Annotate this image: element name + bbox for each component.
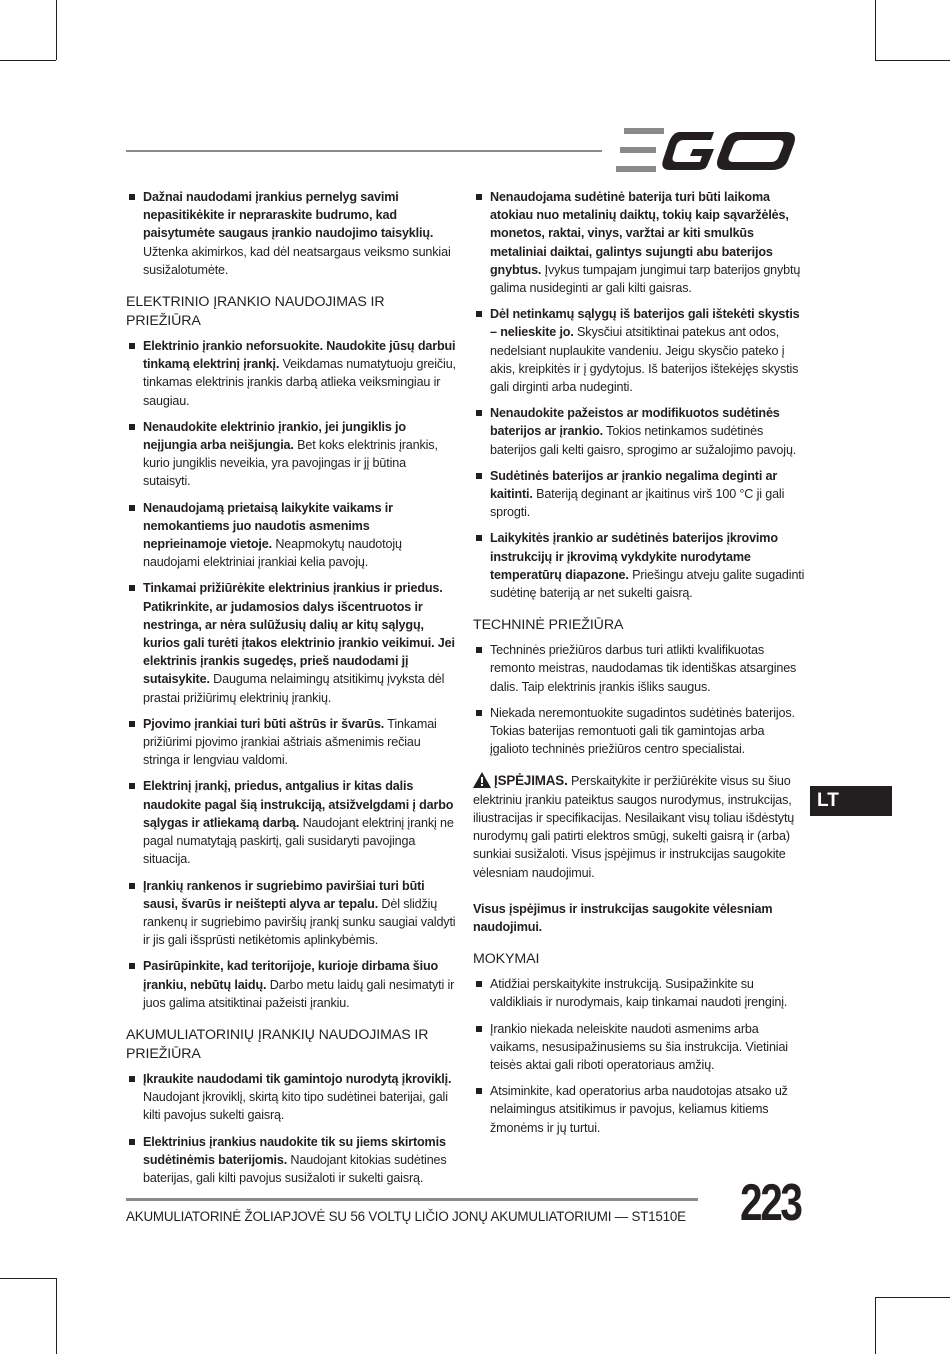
warning-label: ĮSPĖJIMAS. xyxy=(494,773,568,789)
bullet-item xyxy=(473,704,805,759)
bullet-item xyxy=(473,404,805,459)
bullet-text: Atidžiai perskaitykite instrukciją. Susipažinkite su valdikliais ir nurodymais, kaip tinkamai naudoti įrenginį. xyxy=(490,977,788,1010)
bullet-bold-text: Elektrinį įrankį, priedus, antgalius ir kitas dalis naudokite pagal šią instrukciją, atsižvelgdami į darbo sąlygas ir atliekamą darbą. xyxy=(143,779,454,830)
bullet-bold-text: Elektrinio įrankio neforsuokite. Naudokite jūsų darbui tinkamą elektrinį įrankį. xyxy=(143,339,456,372)
bullet-bold-text: Įrankių rankenos ir sugriebimo paviršiai turi būti sausi, švarūs ir neištepti alyva ar tepalu. xyxy=(143,878,425,911)
bullet-bold-text: Elektrinius įrankius naudokite tik su jiems skirtomis sudėtinėmis baterijomis. xyxy=(143,1134,446,1167)
bullet-square-icon xyxy=(476,410,482,416)
crop-mark xyxy=(0,1278,56,1279)
warning-triangle-icon xyxy=(473,772,491,788)
footer-title: AKUMULIATORINĖ ŽOLIAPJOVĖ SU 56 VOLTŲ LIČIO JONŲ AKUMULIATORIUMI — ST1510E xyxy=(126,1209,686,1224)
training-bullet-list xyxy=(473,975,805,1137)
section-heading-training: MOKYMAI xyxy=(473,951,540,968)
section-heading-service: TECHNINĖ PRIEŽIŪRA xyxy=(473,617,624,634)
bullet-text: Naudojant įkroviklį, skirtą kito tipo sudėtinei baterijai, gali kilti pavojus sukelti gaisrą. xyxy=(143,1090,448,1123)
page-number: 223 xyxy=(740,1174,801,1232)
bullet-text: Techninės priežiūros darbus turi atlikti kvalifikuotas remonto meistras, naudodamas tik identiškas atsargines dalis. Taip elektrinis įrankis išliks saugus. xyxy=(490,643,797,694)
bullet-item xyxy=(126,337,456,410)
bullet-text: Neapmokytų naudotojų naudojami elektriniai įrankiai kelia pavojų. xyxy=(143,537,402,570)
bullet-text: Įrankio niekada neleiskite naudoti asmenims arba vaikams, nesusipažinusiems su šia instrukcija. Vietiniai teisės aktai gali riboti operatoriaus amžių. xyxy=(490,1021,788,1072)
bullet-text: Tokios netinkamos sudėtinės baterijos gali kelti gaisro, sprogimo ar sužalojimo pavojų. xyxy=(490,424,797,457)
bullet-text: Skysčiui atsitiktinai patekus ant odos, nedelsiant nuplaukite vandeniu. Jeigu skysčio pateko į akis, kreipkitės ir į gydytojus. Iš baterijos ištekėjęs skystis gali dirginti arba nudeginti. xyxy=(490,325,799,395)
bullet-square-icon xyxy=(476,535,482,541)
bullet-bold-text: Nenaudokite pažeistos ar modifikuotos sudėtinės baterijos ar įrankio. xyxy=(490,406,780,439)
battery-tools-bullet-list xyxy=(126,1070,456,1187)
bullet-item xyxy=(126,499,456,572)
footer-rule xyxy=(126,1198,698,1201)
language-tab: LT xyxy=(810,786,892,816)
bullet-text: Užtenka akimirkos, kad dėl neatsargaus veiksmo sunkiai susižalotumėte. xyxy=(143,244,451,277)
bullet-square-icon xyxy=(129,963,135,969)
bullet-item xyxy=(126,1070,456,1125)
header-rule xyxy=(126,150,602,152)
bullet-square-icon xyxy=(476,1088,482,1094)
bullet-square-icon xyxy=(476,647,482,653)
crop-mark xyxy=(56,0,57,60)
bullet-square-icon xyxy=(129,424,135,430)
bullet-bold-text: Laikykitės įrankio ar sudėtinės baterijos įkrovimo instrukcijų ir įkrovimą vykdykite nurodytame temperatūrų diapazone. xyxy=(490,531,778,582)
bullet-bold-text: Pasirūpinkite, kad teritorijoje, kurioje dirbama šiuo įrankiu, nebūtų laidų. xyxy=(143,959,439,992)
bullet-bold-text: Nenaudokite elektrinio įrankio, jei jungiklis jo neįjungia arba neišjungia. xyxy=(143,419,406,453)
bullet-text: Naudojant kitokias sudėtines baterijas, gali kilti pavojus susižaloti ir sukelti gaisrą. xyxy=(143,1152,447,1185)
crop-mark xyxy=(56,1278,57,1354)
bullet-text: Niekada neremontuokite sugadintos sudėtinės baterijos. Tokias baterijas remontuoti gali tik gamintojas arba įgalioto techninės priežiūros centro specialistai. xyxy=(490,705,795,757)
bullet-text: Priešingu atveju galite sugadinti sudėtinę bateriją ar net sukelti gaisrą. xyxy=(490,567,805,601)
crop-mark xyxy=(0,60,56,61)
section-heading-tool-use: ELEKTRINIO ĮRANKIO NAUDOJIMAS IR PRIEŽIŪRA xyxy=(126,294,385,330)
bullet-item xyxy=(126,715,456,770)
bullet-text: Atsiminkite, kad operatorius arba naudotojas atsako už nelaimingus atsitikimus ir pavojus, keliamus kitiems žmonėms ir jų turtui. xyxy=(490,1084,788,1135)
bullet-text: Bet koks elektrinis įrankis, kurio jungiklis neveikia, yra pavojingas ir jį būtina sutaisyti. xyxy=(143,438,438,489)
bullet-text: Dauguma nelaimingų atsitikimų įvyksta dėl prastai prižiūrimų elektrinių įrankių. xyxy=(143,672,445,705)
bullet-square-icon xyxy=(129,343,135,349)
bullet-item xyxy=(473,641,805,696)
warning-text: Perskaitykite ir peržiūrėkite visus su šiuo elektriniu įrankiu pateiktus saugos nurodymus, instrukcijas, iliustracijas ir specifikacijas. Nesilaikant visų toliau išdėstytų nurodymų gali patirti elektros smūgį, sukelti gaisrą ir (arba) sunkiai susižaloti. Visus įspėjimus ir instrukcijas saugokite vėlesniam naudojimui. xyxy=(473,774,795,880)
bullet-bold-text: Tinkamai prižiūrėkite elektrinius įrankius ir priedus. Patikrinkite, ar judamosios dalys išcentruotos ir nestringa, ar nėra sulūžusių dalių ar kitų sąlygų, kurios gali turėti įtakos elektrinio įrankio veikimui. Jei elektrinis įrankis sugedęs, prieš naudodami jį sutaisykite. xyxy=(143,581,455,687)
right-column xyxy=(473,188,805,1145)
bullet-text: Tinkamai prižiūrimi pjovimo įrankiai aštriais ašmenimis rečiau stringa ir lengviau valdomi. xyxy=(143,716,437,768)
bullet-bold-text: Sudėtinės baterijos ar įrankio negalima deginti ar kaitinti. xyxy=(490,468,778,502)
bullet-bold-text: Dėl netinkamų sąlygų iš baterijos gali ištekėti skystis – nelieskite jo. xyxy=(490,307,800,340)
bullet-bold-text: Nenaudojama sudėtinė baterija turi būti laikoma atokiau nuo metalinių daiktų, tokių kaip sąvaržėlės, monetos, raktai, vinys, varžtai ar kiti smulkūs metaliniai daiktai, galintys sujungti abu baterijos gnybtus. xyxy=(490,190,789,277)
bullet-bold-text: Nenaudojamą prietaisą laikykite vaikams ir nemokantiems juo naudotis asmenims neprieinamoje vietoje. xyxy=(143,500,393,552)
bullet-item xyxy=(126,579,456,706)
bullet-square-icon xyxy=(129,194,135,200)
bullet-item xyxy=(473,467,805,522)
bullet-square-icon xyxy=(129,721,135,727)
bullet-text: Veikdamas numatytuoju greičiu, tinkamas elektrinis įrankis darbą atlieka veiksmingiau ir saugiau. xyxy=(143,357,456,408)
bullet-square-icon xyxy=(129,883,135,889)
bullet-item xyxy=(473,305,805,396)
bullet-text: Įvykus tumpajam jungimui tarp baterijos gnybtų galima nusideginti ar gali kilti gaisras. xyxy=(490,262,801,296)
bullet-square-icon xyxy=(476,710,482,716)
bullet-text: Darbo metu laidų gali nesimatyti ir juos galima atsitiktinai pažeisti įrankiu. xyxy=(143,977,455,1010)
bullet-item xyxy=(473,529,805,602)
service-bullet-list xyxy=(473,641,805,758)
bullet-bold-text: Pjovimo įrankiai turi būti aštrūs ir švarūs. xyxy=(143,716,385,731)
crop-mark xyxy=(875,1297,950,1298)
bullet-text: Dėl slidžių rankenų ir sugriebimo paviršių įrankį sunku saugiai valdyti ir jis gali išsprūsti netikėtomis aplinkybėmis. xyxy=(143,896,456,948)
bullet-square-icon xyxy=(476,311,482,317)
bullet-text: Naudojant elektrinį įrankį ne pagal numatytąją paskirtį, gali susidaryti pavojinga situacija. xyxy=(143,815,454,867)
bullet-square-icon xyxy=(476,473,482,479)
bullet-bold-text: Įkraukite naudodami tik gamintojo nurodytą įkroviklį. xyxy=(143,1071,452,1086)
bullet-item xyxy=(126,1133,456,1188)
bullet-square-icon xyxy=(129,505,135,511)
battery-bullet-list xyxy=(473,188,805,602)
bullet-item xyxy=(473,1082,805,1137)
bullet-square-icon xyxy=(476,1026,482,1032)
left-column xyxy=(126,188,456,1195)
crop-mark xyxy=(875,60,950,61)
bullet-item xyxy=(126,957,456,1012)
tool-use-bullet-list xyxy=(126,337,456,1012)
intro-bullet-list xyxy=(126,188,456,279)
bullet-bold-text: Dažnai naudodami įrankius pernelyg savimi nepasitikėkite ir nepraraskite budrumo, kad paisytumėte saugaus įrankio naudojimo taisyklių. xyxy=(143,190,434,241)
bullet-item xyxy=(126,188,456,279)
bullet-text: Bateriją deginant ar įkaitinus virš 100 °C ji gali sprogti. xyxy=(490,487,785,520)
bullet-item xyxy=(126,777,456,868)
bullet-square-icon xyxy=(129,585,135,591)
bullet-item xyxy=(126,418,456,491)
warning-paragraph xyxy=(473,772,805,881)
ego-logo xyxy=(616,128,800,172)
bullet-item xyxy=(473,975,805,1011)
save-instructions-note: Visus įspėjimus ir instrukcijas saugokite vėlesniam naudojimui. xyxy=(473,901,773,934)
bullet-square-icon xyxy=(129,1076,135,1082)
bullet-square-icon xyxy=(129,1139,135,1145)
bullet-square-icon xyxy=(129,783,135,789)
bullet-square-icon xyxy=(476,194,482,200)
crop-mark xyxy=(875,1297,876,1354)
bullet-item xyxy=(126,877,456,950)
crop-mark xyxy=(875,0,876,60)
bullet-item xyxy=(473,1020,805,1075)
section-heading-battery-tools: AKUMULIATORINIŲ ĮRANKIŲ NAUDOJIMAS IR PRIEŽIŪRA xyxy=(126,1026,429,1062)
bullet-item xyxy=(473,188,805,297)
bullet-square-icon xyxy=(476,981,482,987)
